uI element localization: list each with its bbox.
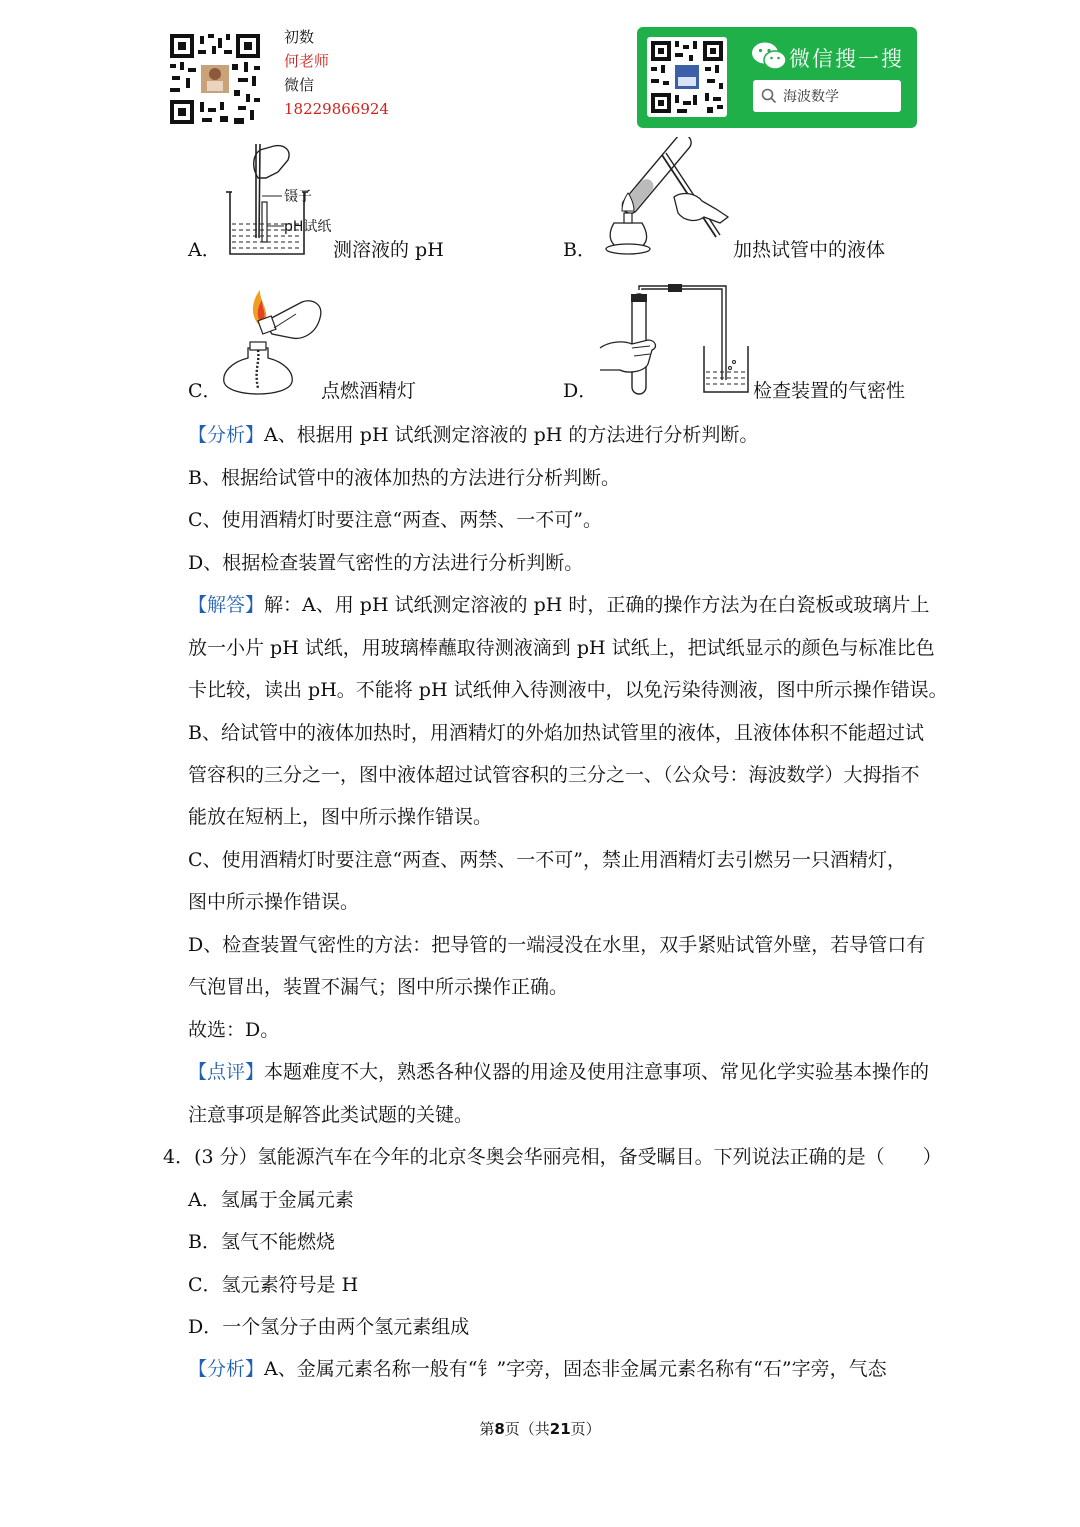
option-b-caption: 加热试管中的液体: [733, 239, 886, 261]
question-4-analysis: [188, 1357, 887, 1381]
figure-heat-test-tube: [592, 137, 732, 261]
analysis-line-d: D、根据检查装置气密性的方法进行分析判断。: [188, 552, 584, 574]
qr-code-right: [647, 37, 727, 117]
contact-line-wechat: 微信: [284, 76, 315, 94]
option-a-letter: A．: [188, 239, 221, 261]
answer-line-6: 能放在短柄上，图中所示操作错误。: [188, 806, 493, 828]
footer-middle: 页（共: [504, 1420, 550, 1438]
question-4-option-a: A．氢属于金属元素: [188, 1189, 354, 1211]
analysis-line-c: C、使用酒精灯时要注意“两查、两禁、一不可”。: [188, 509, 602, 531]
comment-line-1: [188, 1060, 929, 1084]
question-4-option-c: C．氢元素符号是 H: [188, 1274, 359, 1296]
figure-airtightness-check: [598, 284, 754, 396]
footer-prefix: 第: [479, 1420, 495, 1438]
answer-line-3: 卡比较，读出 pH。不能将 pH 试纸伸入待测液中，以免污染待测液，图中所示操作错误。: [188, 679, 948, 701]
comment-tag: 【点评】: [188, 1061, 265, 1083]
option-a-caption: 测溶液的 pH: [333, 239, 444, 261]
answer-tag: 【解答】: [188, 594, 265, 616]
figure-ph-test: [222, 142, 334, 258]
qr-code-left: [168, 32, 262, 126]
question-4-option-d: D．一个氢分子由两个氢元素组成: [188, 1316, 470, 1338]
wechat-logo-icon: [751, 41, 787, 71]
option-d-caption: 检查装置的气密性: [753, 380, 906, 402]
answer-line-8: 图中所示操作错误。: [188, 891, 360, 913]
search-icon: [761, 88, 777, 104]
answer-choice: 故选：D。: [188, 1019, 280, 1041]
contact-line-teacher: 何老师: [284, 52, 330, 70]
answer-line-1: [188, 593, 929, 617]
wechat-search-card[interactable]: [637, 27, 917, 128]
option-c-caption: 点燃酒精灯: [321, 380, 417, 402]
option-c-letter: C．: [188, 380, 222, 402]
answer-text-1: 解：A、用 pH 试纸测定溶液的 pH 时，正确的操作方法为在白瓷板或玻璃片上: [264, 594, 930, 616]
answer-line-9: D、检查装置气密性的方法：把导管的一端浸没在水里，双手紧贴试管外壁，若导管口有: [188, 934, 926, 956]
analysis-line-b: B、根据给试管中的液体加热的方法进行分析判断。: [188, 467, 620, 489]
answer-line-7: C、使用酒精灯时要注意“两查、两禁、一不可”，禁止用酒精灯去引燃另一只酒精灯，: [188, 849, 906, 871]
analysis-tag: 【分析】: [188, 424, 265, 446]
option-b-letter: B．: [563, 239, 596, 261]
analysis-line-a: [188, 423, 758, 447]
question-4-analysis-text: A、金属元素名称一般有“钅”字旁，固态非金属元素名称有“石”字旁，气态: [264, 1358, 887, 1380]
question-4-stem: 4．(3 分）氢能源汽车在今年的北京冬奥会华丽亮相，备受瞩目。下列说法正确的是（ ）: [163, 1146, 942, 1168]
footer-total-pages: 21: [549, 1420, 571, 1438]
comment-line-2: 注意事项是解答此类试题的关键。: [188, 1104, 474, 1126]
footer-suffix: 页）: [570, 1420, 601, 1438]
contact-line-phone: 18229866924: [284, 100, 389, 118]
comment-text-1: 本题难度不大，熟悉各种仪器的用途及使用注意事项、常见化学实验基本操作的: [264, 1061, 930, 1083]
answer-line-4: B、给试管中的液体加热时，用酒精灯的外焰加热试管里的液体，且液体体积不能超过试: [188, 722, 924, 744]
question-4-option-b: B．氢气不能燃烧: [188, 1231, 335, 1253]
footer-page-number: 8: [494, 1420, 505, 1438]
wechat-card-title: 微信搜一搜: [789, 47, 904, 71]
analysis-text-a: A、根据用 pH 试纸测定溶液的 pH 的方法进行分析判断。: [264, 424, 759, 446]
figure-a-label-tweezers: 镊子: [284, 189, 312, 205]
figure-a-label-ph-paper: pH试纸: [284, 219, 332, 235]
wechat-search-text: 海波数学: [783, 89, 839, 105]
answer-line-5: 管容积的三分之一，图中液体超过试管容积的三分之一、（公众号：海波数学）大拇指不: [188, 764, 920, 786]
page-footer: [0, 1418, 1080, 1439]
question-4-analysis-tag: 【分析】: [188, 1358, 265, 1380]
figure-light-alcohol-lamp: [220, 284, 324, 396]
answer-line-10: 气泡冒出，装置不漏气；图中所示操作正确。: [188, 976, 569, 998]
option-d-letter: D．: [563, 380, 598, 402]
answer-line-2: 放一小片 pH 试纸，用玻璃棒蘸取待测液滴到 pH 试纸上，把试纸显示的颜色与标准比色: [188, 637, 935, 659]
wechat-search-box[interactable]: [753, 80, 901, 112]
contact-line-subject: 初数: [284, 28, 315, 46]
